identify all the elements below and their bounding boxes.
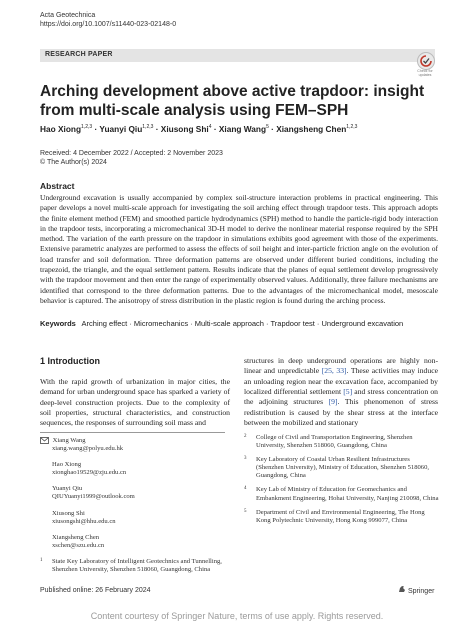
affiliation-block bbox=[244, 434, 439, 531]
affiliation bbox=[40, 558, 230, 574]
contact-name: Yuanyi Qiu bbox=[52, 485, 83, 493]
intro-text: . These activities may induce an unloading region near the excavation face, accompanied by localized differential settlement bbox=[244, 366, 438, 397]
contact-email[interactable]: xschen@szu.edu.cn bbox=[52, 541, 105, 549]
affiliation-text: Key Laboratory of Coastal Urban Resilient Infrastructures (Shenzhen University), Ministry of Education, Shenzhen 518060, Guangdong, China bbox=[256, 456, 430, 480]
section-heading: 1 Introduction bbox=[40, 356, 100, 366]
author-affiliation-sup: 1,2,3 bbox=[81, 124, 93, 131]
affiliation-text: College of Civil and Transportation Engineering, Shenzhen University, Shenzhen 518060, Guangdong, China bbox=[256, 434, 413, 450]
author-separator: · bbox=[92, 124, 100, 134]
affiliation-number: 3 bbox=[244, 456, 247, 462]
affiliation-number: 4 bbox=[244, 486, 247, 492]
intro-text: and stress concentration on the adjoining structures bbox=[244, 387, 438, 407]
contact-email[interactable]: xiang.wang@polyu.edu.hk bbox=[52, 445, 124, 453]
citation-link[interactable]: [5] bbox=[343, 387, 353, 397]
article-type: RESEARCH PAPER bbox=[45, 51, 113, 58]
contact-name: Xiusong Shi bbox=[52, 509, 85, 517]
author-name[interactable]: Xiusong Shi bbox=[160, 124, 209, 134]
contact-name: Xiangsheng Chen bbox=[52, 533, 100, 541]
article-title: Arching development above active trapdoor: insight from multi-scale analysis using FEM–SPH bbox=[40, 83, 425, 119]
keywords-text: Arching effect · Micromechanics · Multi-scale approach · Trapdoor test · Underground excavation bbox=[81, 319, 404, 328]
contact-email[interactable]: QIUYuanyi1999@outlook.com bbox=[52, 493, 135, 501]
author-name[interactable]: Yuanyi Qiu bbox=[99, 124, 143, 134]
intro-right-column bbox=[244, 356, 438, 428]
envelope-icon bbox=[40, 437, 49, 444]
journal-header bbox=[40, 11, 176, 29]
affiliation bbox=[244, 509, 439, 525]
contact-name: Xiang Wang bbox=[52, 437, 86, 445]
author-list bbox=[40, 124, 357, 134]
affiliation bbox=[244, 486, 439, 502]
intro-text: structures in deep underground operations are highly non-linear and unpredictable bbox=[244, 356, 438, 376]
check-for-updates-badge[interactable] bbox=[414, 52, 436, 78]
author-affiliation-sup: 1,2,3 bbox=[346, 124, 358, 131]
intro-left-column: With the rapid growth of urbanization in major cities, the demand for urban underground space has sparked a variety of deep-level construction projects. Due to the complexity of soil properties, structural characteristics, and construction sequences, the responses of surrounding soil mass and bbox=[40, 377, 230, 428]
affiliation-number: 5 bbox=[244, 508, 247, 514]
author-separator: · bbox=[211, 124, 219, 134]
author-affiliation-sup: 1,2,3 bbox=[142, 124, 154, 131]
affiliation-text: Department of Civil and Environmental Engineering, The Hong Kong Polytechnic University, Hong Kong 999077, China bbox=[256, 508, 425, 524]
corresponding-author bbox=[40, 437, 230, 445]
received-accepted: Received: 4 December 2022 / Accepted: 2 November 2023 bbox=[40, 150, 223, 157]
contact-email[interactable]: xiusongshi@hhu.edu.cn bbox=[52, 517, 116, 525]
badge-label: Check for updates bbox=[417, 69, 433, 77]
footnote-divider bbox=[40, 432, 225, 433]
contact-email[interactable]: xionghao19529@zju.edu.cn bbox=[52, 469, 127, 477]
citation-link[interactable]: [9] bbox=[328, 397, 338, 407]
abstract-text: Underground excavation is usually accompanied by complex soil-structure interaction problems in practical engineering. This paper develops a novel multi-scale approach for investigating the soil arching effect through trapdoor tests. This approach adopts the finite element method (FEM) and smoothed particle hydrodynamics (SPH) method to handle the particle-rigid body interaction in the trapdoor tests, incorporating a micromechanical 3D-H model to derive the nonlinear material response required by the SPH method. The variation of the earth pressure on the trapdoor in simulations exhibits good agreement with those of the experiments. Extensive parametric analyzes are performed to assess the effects of soil height and inter-particle friction angle on the evolution of load transfer and soil deformation. Three deformation patterns are observed under different buried conditions, including the trapezoid, the triangle, and the equal settlement pattern. Results indicate that the planes of equal settlement develop progressively with the trapdoor movement and then enter the range of experimentally observed values. Additionally, three failure mechanisms are identified that correspond to the three deformation patterns. Due to the advantages of the micromechanical model, mesoscale behavior is captured. The anisotropy of stress distribution in the plastic region is found during the arching process. bbox=[40, 193, 438, 305]
author-affiliation-sup: 4 bbox=[208, 124, 212, 131]
author-name[interactable]: Xiangsheng Chen bbox=[276, 124, 347, 134]
article-dates bbox=[40, 149, 223, 167]
contact-block bbox=[40, 437, 230, 574]
author-name[interactable]: Xiang Wang bbox=[218, 124, 267, 134]
doi-link[interactable]: https://doi.org/10.1007/s11440-023-02148-0 bbox=[40, 21, 177, 28]
abstract-heading: Abstract bbox=[40, 181, 75, 191]
author-separator: · bbox=[268, 124, 277, 134]
author-separator: · bbox=[153, 124, 161, 134]
courtesy-notice: Content courtesy of Springer Nature, terms of use apply. Rights reserved. bbox=[90, 611, 384, 621]
publisher-name: Springer bbox=[407, 588, 435, 595]
check-for-updates-icon bbox=[417, 52, 435, 70]
contact-name: Hao Xiong bbox=[52, 461, 82, 469]
published-date: Published online: 26 February 2024 bbox=[40, 587, 151, 594]
keywords-label: Keywords bbox=[40, 319, 76, 328]
affiliation bbox=[244, 456, 439, 480]
author-name[interactable]: Hao Xiong bbox=[40, 124, 82, 134]
intro-text: . This phenomenon of stress redistribution is caused by the shear stress at the interface between the mobilized and stationary bbox=[244, 397, 438, 428]
publisher-logo bbox=[398, 585, 434, 595]
affiliation-text: State Key Laboratory of Intelligent Geotechnics and Tunnelling, Shenzhen University, Shenzhen 518060, Guangdong, China bbox=[52, 557, 222, 574]
author-affiliation-sup: 5 bbox=[266, 124, 269, 131]
springer-horse-icon bbox=[398, 588, 406, 595]
article-type-bar bbox=[40, 49, 435, 62]
citation-link[interactable]: [25, 33] bbox=[321, 366, 347, 376]
affiliation bbox=[244, 434, 439, 450]
copyright: © The Author(s) 2024 bbox=[40, 159, 107, 166]
affiliation-text: Key Lab of Ministry of Education for Geomechanics and Embankment Engineering, Hohai University, Nanjing 210098, China bbox=[256, 486, 439, 502]
affiliation-number: 1 bbox=[40, 557, 43, 563]
affiliation-number: 2 bbox=[244, 434, 247, 439]
journal-name: Acta Geotechnica bbox=[40, 12, 96, 19]
keywords bbox=[40, 319, 438, 328]
